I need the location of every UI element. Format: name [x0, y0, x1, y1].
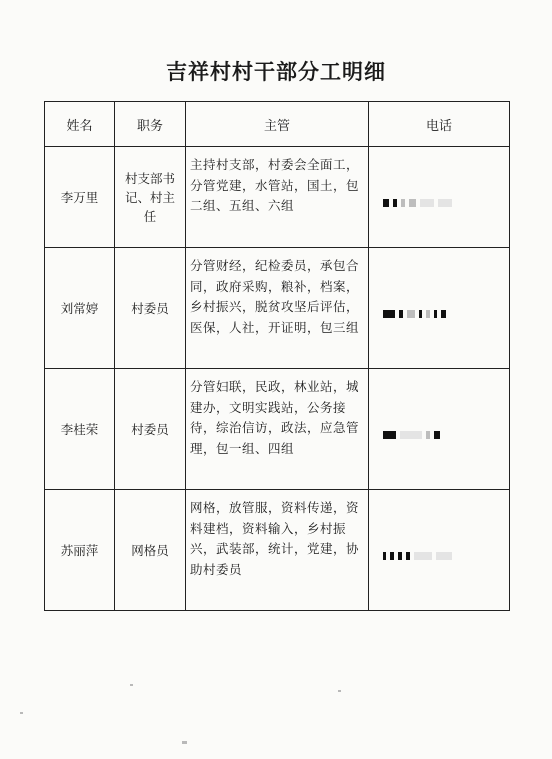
- cell-phone-redacted: [369, 248, 510, 369]
- header-phone: 电话: [369, 102, 510, 147]
- table-row: [45, 490, 510, 611]
- header-name: 姓名: [45, 102, 115, 147]
- cell-phone-redacted: [369, 147, 510, 248]
- cell-phone-redacted: [369, 490, 510, 611]
- cell-duty: 网格，放管服，资料传递，资料建档，资料输入，乡村振兴，武装部，统计，党建，协助村委员: [186, 490, 369, 611]
- cell-role: [115, 147, 186, 248]
- scan-speck: [130, 684, 133, 686]
- cell-name: 苏丽萍: [45, 490, 115, 611]
- table-header-row: [45, 102, 510, 147]
- table-row: [45, 248, 510, 369]
- role-line: 任: [143, 208, 157, 224]
- scan-speck: [182, 741, 187, 744]
- role-line: 村支部书: [124, 170, 175, 186]
- page-title: 吉祥村村干部分工明细: [166, 60, 386, 84]
- redaction-mask: [383, 194, 456, 202]
- scan-speck: [20, 712, 23, 714]
- role-line: 记、村主: [124, 189, 175, 205]
- cell-name: 李万里: [45, 147, 115, 248]
- duty-table: [44, 101, 510, 611]
- header-role: 职务: [115, 102, 186, 147]
- role-line: 网格员: [131, 542, 169, 558]
- cell-role: [115, 490, 186, 611]
- redaction-mask: [383, 305, 450, 313]
- cell-role: [115, 369, 186, 490]
- cell-phone-redacted: [369, 369, 510, 490]
- scan-speck: [338, 690, 341, 692]
- redaction-mask: [383, 547, 456, 555]
- cell-name: 刘常婷: [45, 248, 115, 369]
- cell-duty: 主持村支部，村委会全面工，分管党建，水管站，国土，包二组、五组、六组: [186, 147, 369, 248]
- cell-duty: 分管财经，纪检委员，承包合同，政府采购，粮补，档案，乡村振兴，脱贫攻坚后评估，医保，人社，开证明，包三组: [186, 248, 369, 369]
- cell-role: [115, 248, 186, 369]
- role-line: 村委员: [131, 421, 169, 437]
- table-row: [45, 147, 510, 248]
- redaction-mask: [383, 426, 444, 434]
- header-duty: 主管: [186, 102, 369, 147]
- cell-duty: 分管妇联，民政，林业站，城建办，文明实践站，公务接待，综治信访，政法，应急管理，包一组、四组: [186, 369, 369, 490]
- role-line: 村委员: [131, 300, 169, 316]
- cell-name: 李桂荣: [45, 369, 115, 490]
- table-row: [45, 369, 510, 490]
